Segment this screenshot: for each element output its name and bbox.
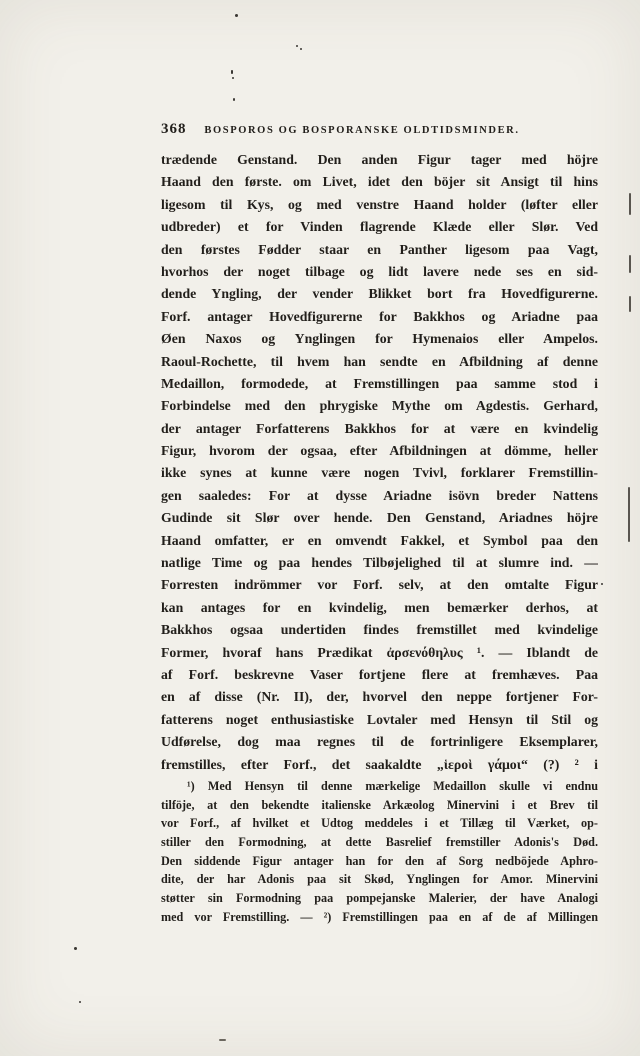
ink-speck [233, 98, 235, 101]
body-line: Haand den første. om Livet, idet den böjer sit Ansigt til hins [161, 174, 598, 190]
ink-speck [219, 1039, 226, 1041]
ink-speck [235, 14, 238, 17]
running-title: BOSPOROS OG BOSPORANSKE OLDTIDSMINDER. [204, 125, 520, 136]
body-line: Øen Naxos og Ynglingen for Hymenaios eller Ampelos. [161, 331, 598, 347]
footnote-line: støtter sin Formodning paa pompejanske Malerier, der have Analogi [161, 891, 598, 906]
body-line: en af disse (Nr. II), der, hvorvel den neppe fortjener For- [161, 689, 598, 705]
body-line: Raoul-Rochette, til hvem han sendte en Afbildning af denne [161, 353, 598, 369]
ink-speck [79, 1001, 81, 1003]
footnote-line: ¹) Med Hensyn til denne mærkelige Medaillon skulle vi endnu [187, 779, 598, 793]
ink-speck [601, 583, 603, 585]
body-line: ligesom til Kys, og med venstre Haand holder (løfter eller [161, 196, 598, 212]
body-line: ikke synes at kunne være nogen Tvivl, forklarer Fremstillin- [161, 465, 598, 481]
scan-edge-line [629, 255, 631, 273]
body-line: dende Yngling, der vender Blikket bort fra Hovedfigurerne. [161, 286, 598, 302]
body-line: den førstes Fødder staar en Panther ligesom paa Vagt, [161, 241, 598, 257]
body-line: kan antages for en kvindelig, men bemærker derhos, at [161, 599, 598, 615]
footnote-line: tilföje, at den bekendte italienske Arkæolog Minervini i et Brev til [161, 797, 598, 812]
body-line: Udførelse, dog maa regnes til de fortrinligere Eksemplarer, [161, 734, 598, 750]
scan-edge-line [629, 193, 631, 215]
body-line: Figur, hvorom der ogsaa, efter Afbildningen at dömme, heller [161, 443, 598, 459]
body-text [161, 149, 598, 776]
page-header [161, 121, 598, 139]
ink-speck [231, 70, 233, 74]
body-line: Gudinde sit Slør over hende. Den Genstand, Ariadnes höjre [161, 510, 598, 526]
body-line: Haand omfatter, er en omvendt Fakkel, et Symbol paa den [161, 532, 598, 548]
body-line: udbreder) et for Vinden flagrende Klæde eller Slør. Ved [161, 219, 598, 235]
body-line: fatterens noget enthusiastiske Lovtaler med Hensyn til Stil og [161, 711, 598, 727]
ink-speck [300, 48, 302, 50]
body-line: Forbindelse med den phrygiske Mythe om Agdestis. Gerhard, [161, 398, 598, 414]
page-number: 368 [161, 121, 187, 137]
scan-edge-line [629, 296, 631, 312]
ink-speck [232, 77, 234, 79]
footnote-line: stiller den Formodning, at dette Basrelief fremstiller Adonis's Død. [161, 835, 598, 850]
body-line: fremstilles, efter Forf., det saakaldte „ἱεροὶ γάμοι“ (?) ² i [161, 756, 598, 772]
ink-speck [74, 947, 77, 950]
footnote-line: dite, der har Adonis paa sit Skød, Ynglingen for Amor. Minervini [161, 872, 598, 887]
footnote-line: vor Forf., af hvilket et Udtog meddeles i et Tillæg til Værket, op- [161, 816, 598, 831]
body-line: trædende Genstand. Den anden Figur tager med höjre [161, 152, 598, 167]
body-line: Bakkhos ogsaa undertiden findes fremstillet med kvindelige [161, 622, 598, 638]
body-line: gen saaledes: For at dysse Ariadne isövn breder Nattens [161, 487, 598, 503]
body-line: der antager Forfatterens Bakkhos for at være en kvindelig [161, 420, 598, 436]
scan-edge-line [628, 487, 630, 542]
body-line: af Forf. beskrevne Vaser fortjene flere at fremhæves. Paa [161, 666, 598, 682]
body-line: Medaillon, formodede, at Fremstillingen paa samme stod i [161, 375, 598, 391]
body-line: Forresten indrömmer vor Forf. selv, at den omtalte Figur [161, 577, 598, 593]
body-line: Former, hvoraf hans Prædikat ἀρσενόθηλυς ¹. — Iblandt de [161, 644, 598, 660]
body-line: hvorhos der noget tilbage og lidt lavere nede ses en sid- [161, 263, 598, 279]
body-line: natlige Time og paa hendes Tilbøjelighed til at slumre ind. — [161, 555, 598, 571]
ink-speck [296, 45, 298, 47]
footnote-line: med vor Fremstilling. — ²) Fremstillingen paa en af de af Millingen [161, 909, 598, 924]
footnote-line: Den siddende Figur antager han for den af Sorg nedböjede Aphro- [161, 853, 598, 868]
body-line: Forf. antager Hovedfigurerne for Bakkhos og Ariadne paa [161, 308, 598, 324]
footnote-block [161, 777, 598, 927]
